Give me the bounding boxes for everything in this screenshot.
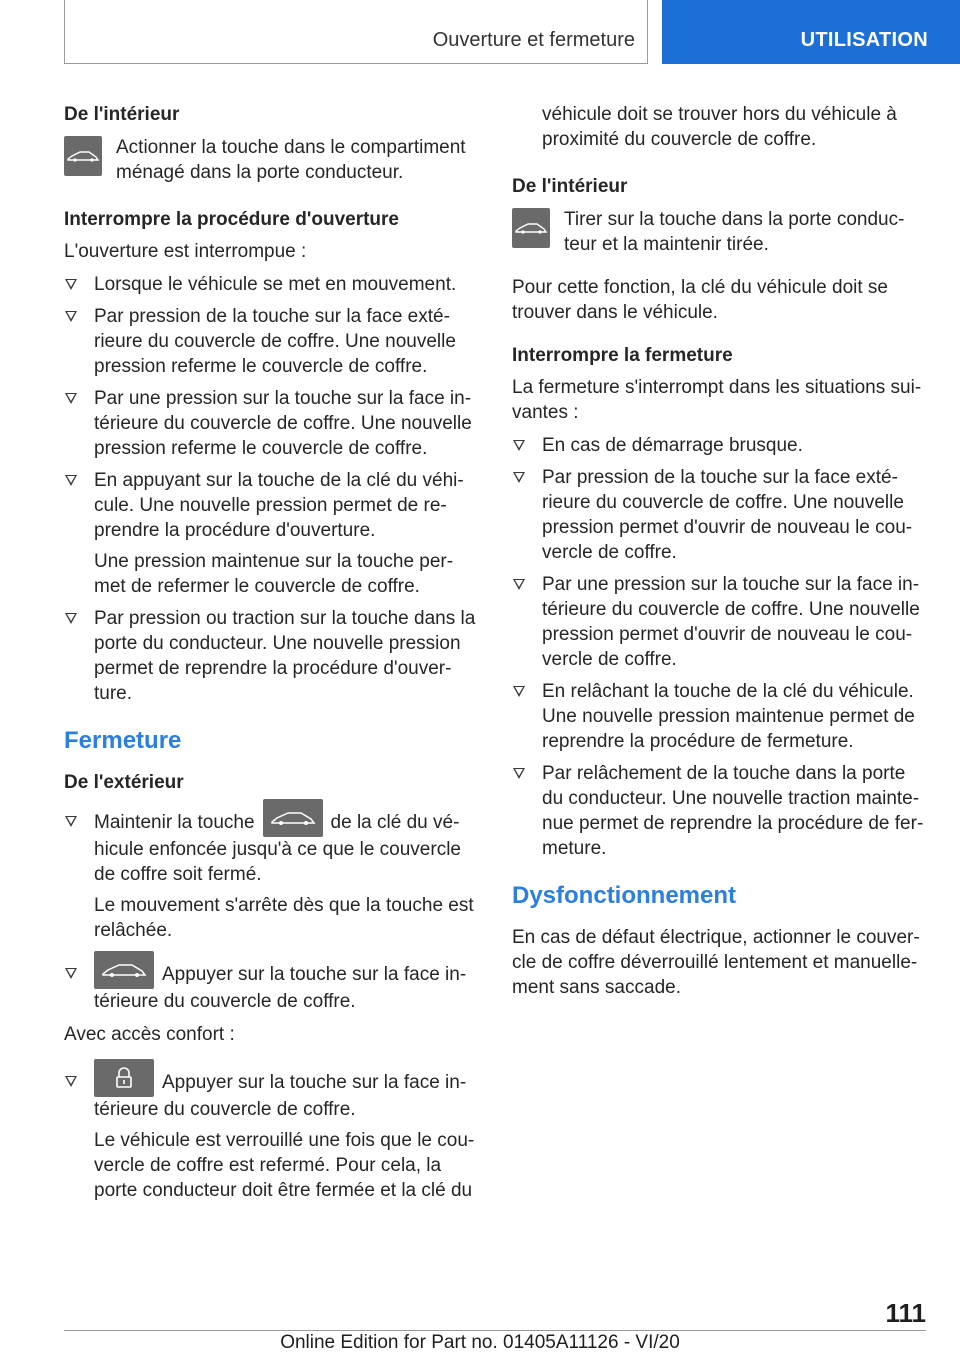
lock-icon <box>94 1059 154 1097</box>
list-item: Par pression de la touche sur la face exté-rieure du couvercle de coffre. Une nouvelle pression referme le couvercle de coffre. <box>64 304 480 379</box>
trunk-button-icon <box>512 208 550 248</box>
heading-closing: Fermeture <box>64 727 182 754</box>
trunk-button-icon <box>94 951 154 989</box>
heading-malfunction: Dysfonctionnement <box>512 882 737 909</box>
list-item: Lorsque le véhicule se met en mouvement. <box>64 272 480 297</box>
list-item: Par une pression sur la touche sur la face in-térieure du couvercle de coffre. Une nouvelle pression permet d'ouvrir de nouveau le cou-vercle de coffre. <box>512 572 926 672</box>
icon-paragraph-close-inside <box>512 206 926 257</box>
list-item: Appuyer sur la touche sur la face in-térieure du couvercle de coffre. Le véhicule est verrouillé une fois que le cou-vercle de coffre est refermé. Pour cela, la porte conducteur doit être fermée et la clé du <box>64 1069 480 1203</box>
interrupt-intro: L'ouverture est interrompue : <box>64 241 307 262</box>
subheading-from-outside: De l'extérieur <box>64 772 184 793</box>
list-triangle-icon <box>65 311 77 322</box>
malfunction-text: En cas de défaut électrique, actionner le couver-cle de coffre déverrouillé lentement et manuelle-ment sans saccade. <box>512 927 920 998</box>
icon-paragraph-text: Tirer sur la touche dans la porte conduc-teur et la maintenir tirée. <box>564 209 905 255</box>
list-triangle-icon <box>65 475 77 486</box>
interrupt-closing-intro: La fermeture s'interrompt dans les situations sui-vantes : <box>512 377 922 423</box>
list-item: En appuyant sur la touche de la clé du véhi-cule. Une nouvelle pression permet de re-prendre la procédure d'ouverture. Une pression maintenue sur la touche per-met de refermer le couvercle de coffre. <box>64 468 480 599</box>
list-triangle-icon <box>513 440 525 451</box>
left-column <box>64 102 480 1211</box>
list-item: Par une pression sur la touche sur la face in-térieure du couvercle de coffre. Une nouvelle pression referme le couvercle de coffre. <box>64 386 480 461</box>
list-triangle-icon <box>65 279 77 290</box>
subheading-from-inside: De l'intérieur <box>64 104 180 125</box>
closing-outside-list <box>64 809 480 1014</box>
trunk-button-icon <box>263 799 323 837</box>
list-triangle-icon <box>65 816 77 827</box>
list-item: Appuyer sur la touche sur la face in-térieure du couvercle de coffre. <box>64 961 480 1014</box>
list-triangle-icon <box>513 686 525 697</box>
page-header <box>0 0 960 66</box>
list-item-continuation: Le mouvement s'arrête dès que la touche est relâchée. <box>94 895 474 941</box>
list-item: Par pression ou traction sur la touche dans la porte du conducteur. Une nouvelle pression permet de reprendre la procédure d'ouver-ture. <box>64 606 480 706</box>
section-tab: UTILISATION <box>662 0 960 64</box>
list-triangle-icon <box>65 613 77 624</box>
list-item: En cas de démarrage brusque. <box>512 433 926 458</box>
chapter-box <box>64 0 648 64</box>
page-number: 111 <box>885 1298 926 1328</box>
comfort-access-label: Avec accès confort : <box>64 1024 235 1045</box>
list-item: Par pression de la touche sur la face exté-rieure du couvercle de coffre. Une nouvelle pression permet d'ouvrir de nouveau le cou-vercle de coffre. <box>512 465 926 565</box>
list-item: Maintenir la touche de la clé du vé-hicule enfoncée jusqu'à ce que le couvercle de coffre soit fermé. Le mouvement s'arrête dès que la touche est relâchée. <box>64 809 480 943</box>
trunk-button-icon <box>64 136 102 176</box>
right-column <box>512 102 926 1008</box>
interrupt-closing-list <box>512 433 926 861</box>
subheading-from-inside: De l'intérieur <box>512 176 628 197</box>
key-inside-note: Pour cette fonction, la clé du véhicule doit se trouver dans le véhicule. <box>512 277 889 323</box>
list-triangle-icon <box>65 968 77 979</box>
list-triangle-icon <box>65 393 77 404</box>
list-triangle-icon <box>513 768 525 779</box>
list-triangle-icon <box>513 579 525 590</box>
icon-paragraph-open-inside <box>64 134 480 185</box>
list-item-continuation: Une pression maintenue sur la touche per-met de refermer le couvercle de coffre. <box>94 551 454 597</box>
subheading-interrupt-opening: Interrompre la procédure d'ouverture <box>64 209 399 230</box>
edition-footer: Online Edition for Part no. 01405A11126 - VI/20 <box>280 1332 680 1353</box>
list-item: En relâchant la touche de la clé du véhicule. Une nouvelle pression maintenue permet de reprendre la procédure de fermeture. <box>512 679 926 754</box>
chapter-title: Ouverture et fermeture <box>432 29 635 51</box>
list-item-continuation: Le véhicule est verrouillé une fois que le cou-vercle de coffre est refermé. Pour cela, la porte conducteur doit être fermée et la clé du <box>94 1130 475 1201</box>
icon-paragraph-text: Actionner la touche dans le compartiment ménagé dans la porte conducteur. <box>116 137 466 183</box>
footer-divider <box>64 1330 926 1331</box>
continued-text: véhicule doit se trouver hors du véhicule à proximité du couvercle de coffre. <box>542 104 897 150</box>
interrupt-opening-list <box>64 272 480 706</box>
list-triangle-icon <box>65 1076 77 1087</box>
subheading-interrupt-closing: Interrompre la fermeture <box>512 345 733 366</box>
comfort-access-list <box>64 1069 480 1203</box>
list-item: Par relâchement de la touche dans la porte du conducteur. Une nouvelle traction mainte-nue permet de reprendre la procédure de fer-meture. <box>512 761 926 861</box>
list-triangle-icon <box>513 472 525 483</box>
